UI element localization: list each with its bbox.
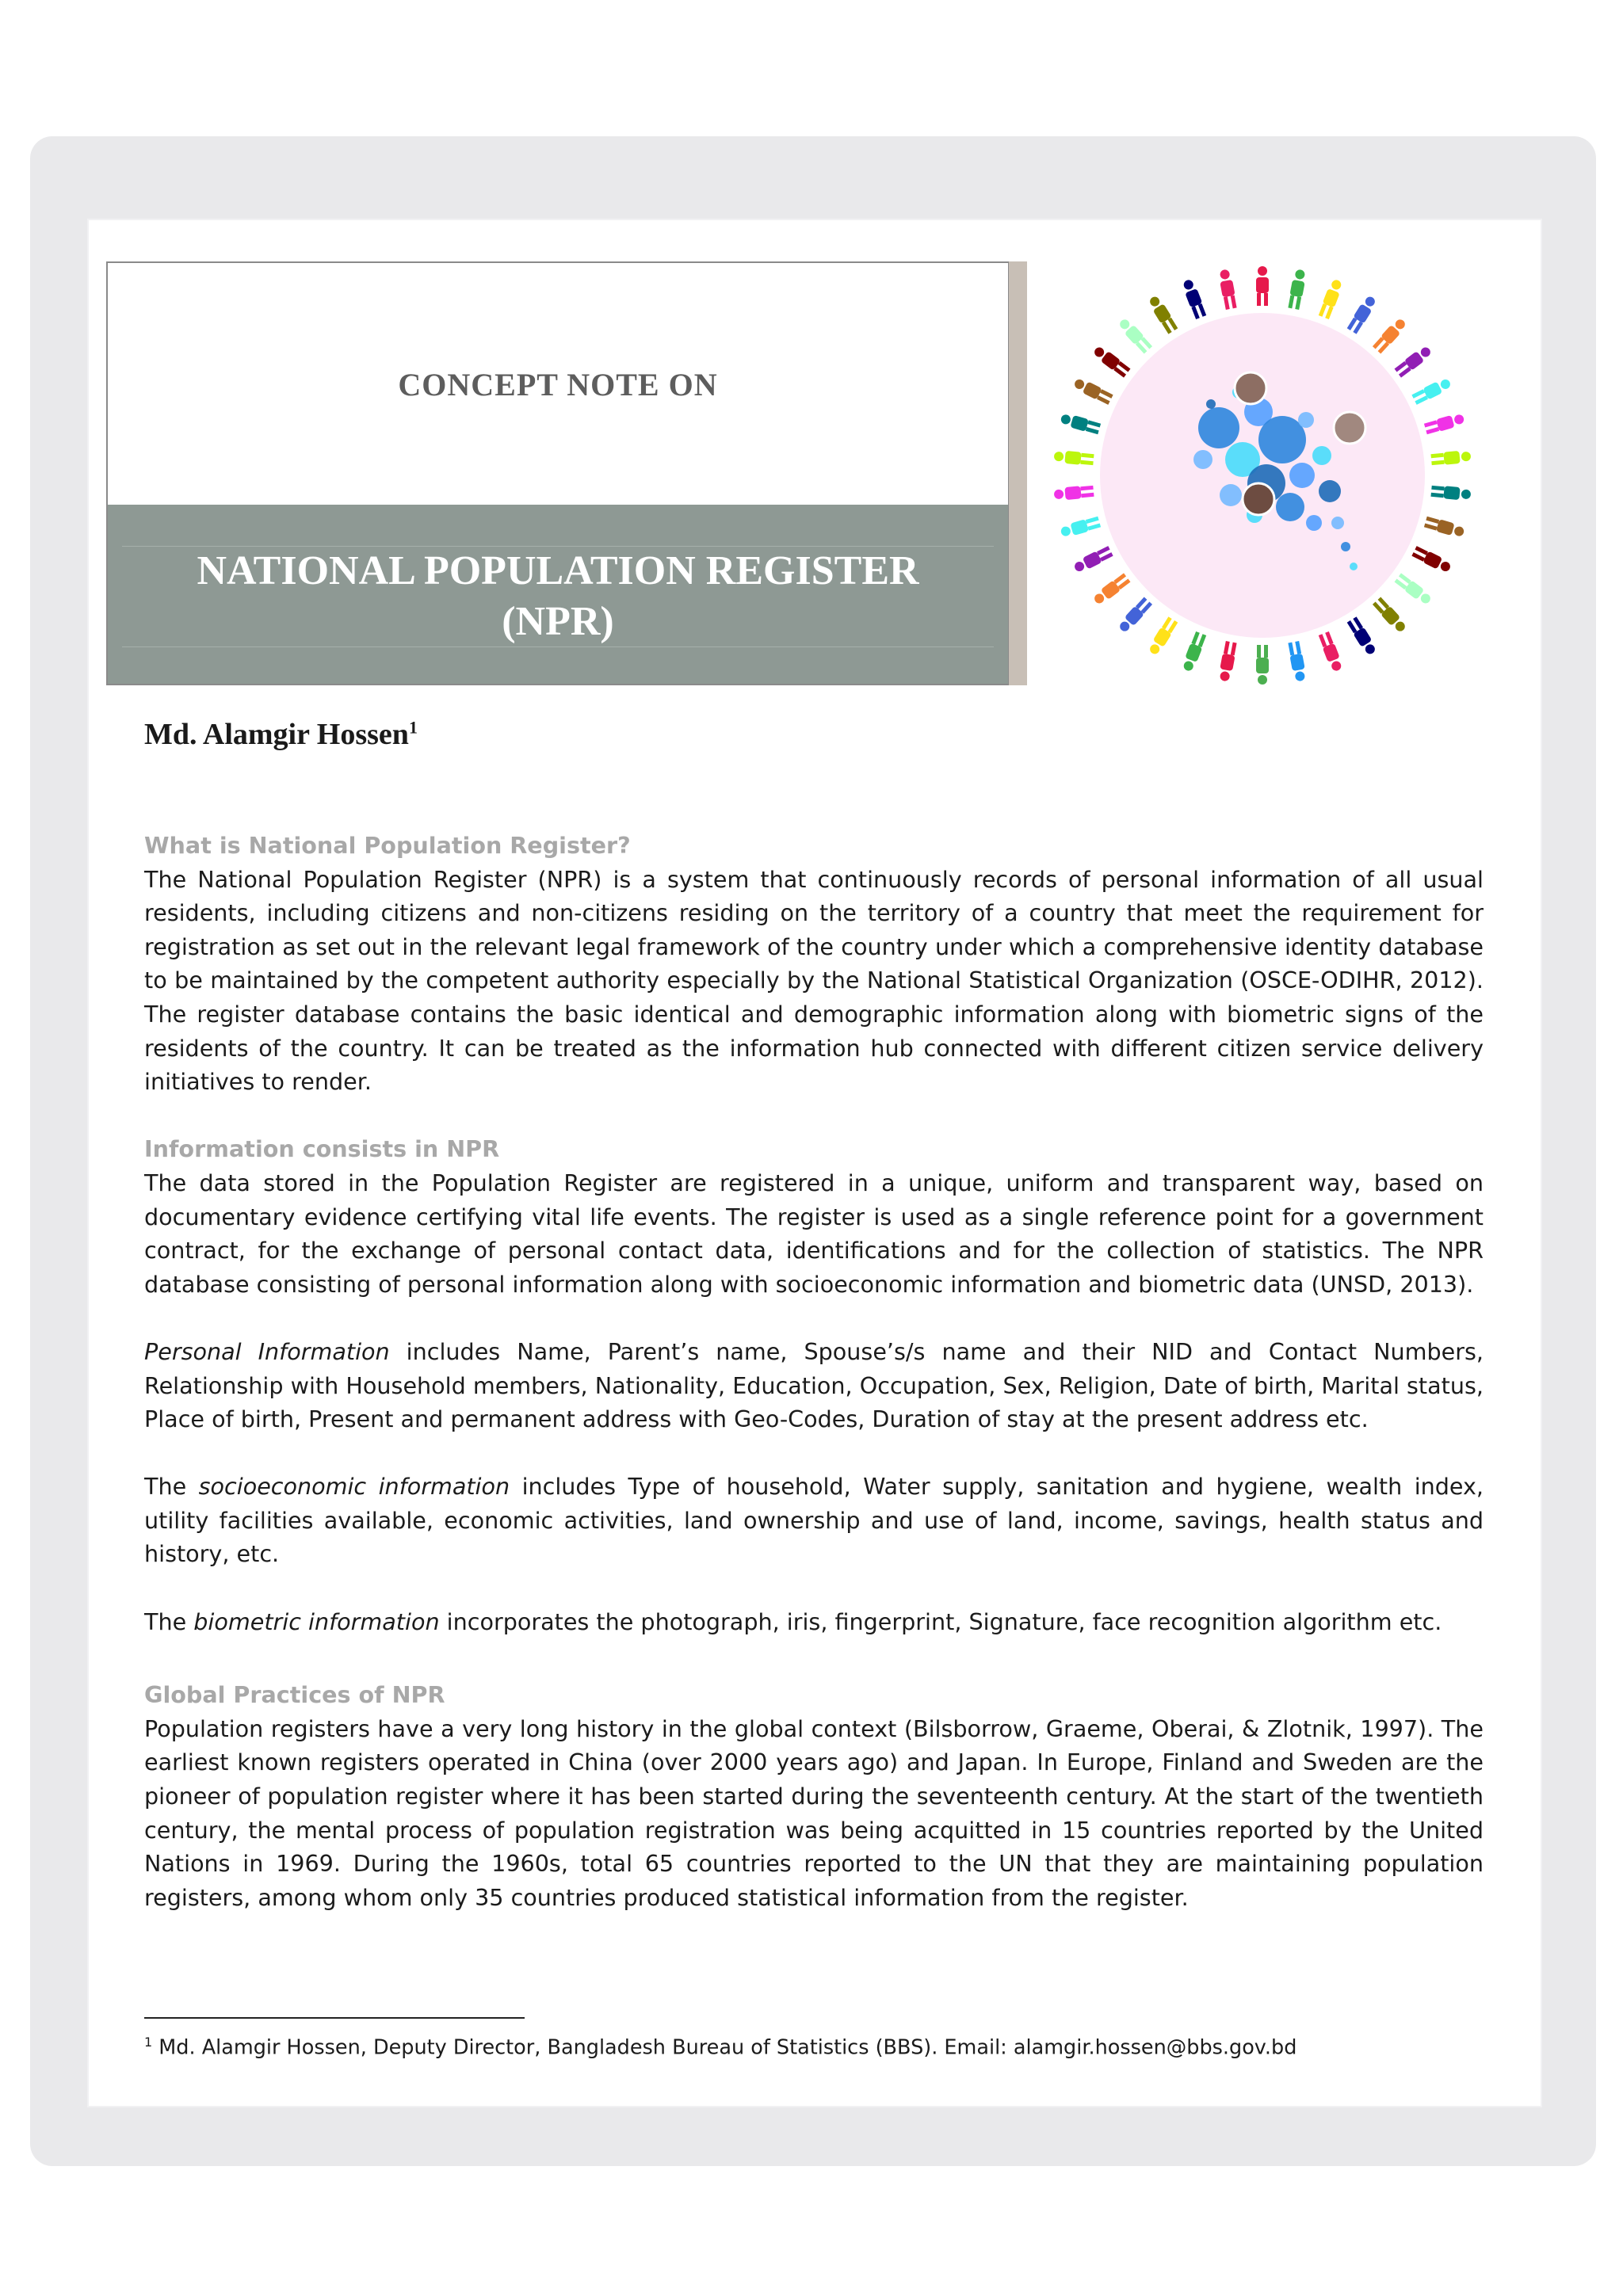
bubble [1298, 412, 1314, 428]
person-figure-icon [1372, 317, 1408, 355]
socio-prefix: The [144, 1473, 199, 1501]
person-figure-icon [1430, 450, 1471, 467]
footnote-mark: 1 [144, 2035, 153, 2050]
person-figure-icon [1218, 641, 1238, 682]
term-personal-information: Personal Information [144, 1337, 390, 1365]
main-title-line2: (NPR) [502, 599, 614, 644]
face-photo [1235, 372, 1266, 404]
person-figure-icon [1287, 641, 1307, 682]
person-figure-icon [1394, 573, 1434, 607]
person-figure-icon [1117, 597, 1153, 635]
people-circle-illustration [1029, 261, 1522, 685]
section-paragraph-what-is-npr: The National Population Register (NPR) is a system that continuously records of personal information of all usual residents, including citizens and non-citizens residing on the territory of a country that meet the requirement for registration as set out in the relevant legal framework of the country under which a comprehensive identity database to be maintained by the competent authority especially by the National Statistical Organization (OSCE-ODIHR, 2012). The register database contains the basic identical and demographic information along with biometric signs of the residents of the country. It can be treated as the information hub connected with different citizen service delivery initiatives to render. [144, 865, 1484, 1096]
person-figure-icon [1072, 376, 1113, 406]
people-circle-icon [1029, 261, 1522, 685]
person-figure-icon [1147, 616, 1178, 657]
footnote-divider [144, 2017, 525, 2019]
bubble [1198, 407, 1239, 448]
bubble [1350, 563, 1358, 570]
person-figure-icon [1346, 294, 1378, 334]
personal-information-text: includes Name, Parent’s name, Spouse’s/s name and their NID and Contact Numbers, Relationship with Household members, Nationality, Education, Occupation, Sex, Religion, Date of birth, Marital status, Place of birth, Present and permanent address with Geo-Codes, Duration of stay at the present address etc. [144, 1337, 1484, 1433]
person-figure-icon [1372, 597, 1408, 635]
person-figure-icon [1318, 278, 1344, 319]
author-name [144, 717, 418, 752]
person-figure-icon [1060, 516, 1101, 539]
person-figure-icon [1092, 345, 1132, 379]
bubble [1341, 542, 1350, 551]
bubble [1193, 450, 1212, 469]
person-figure-icon [1147, 294, 1178, 334]
bubble [1306, 515, 1322, 531]
paragraph-biometric-information [144, 1605, 1484, 1639]
person-figure-icon [1346, 616, 1378, 657]
section-heading-information: Information consists in NPR [144, 1135, 500, 1163]
face-photo [1334, 412, 1365, 444]
title-banner [106, 261, 1010, 685]
face-photo [1243, 483, 1274, 515]
person-figure-icon [1256, 645, 1269, 685]
biometric-information-text: incorporates the photograph, iris, fingerprint, Signature, face recognition algorithm etc. [439, 1608, 1442, 1635]
person-figure-icon [1256, 266, 1269, 306]
document-body [144, 829, 1484, 1948]
title-band [108, 505, 1008, 684]
person-figure-icon [1053, 485, 1094, 502]
term-biometric-information: biometric information [193, 1608, 440, 1635]
bubble [1276, 493, 1304, 521]
bio-prefix: The [144, 1608, 194, 1635]
bubble [1220, 484, 1242, 506]
person-figure-icon [1072, 545, 1113, 574]
author-name-text: Md. Alamgir Hossen [144, 718, 409, 751]
main-title [108, 546, 1008, 647]
paragraph-personal-information [144, 1335, 1484, 1436]
section-paragraph-global-practices: Population registers have a very long history in the global context (Bilsborrow, Graeme, Oberai, & Zlotnik, 1997). The earliest known registers operated in China (over 2000 years ago) and Japan. In Europe, Finland and Sweden are the pioneer of population register where it has been started during the seventeenth century. At the start of the twentieth century, the mental process of population registration was being acquitted in 15 countries reported by the United Nations in 1969. During the 1960s, total 65 countries reported to the UN that they are maintaining population registers, among whom only 35 countries produced statistical information from the register. [144, 1714, 1484, 1911]
person-figure-icon [1287, 269, 1307, 310]
paragraph-socioeconomic-information [144, 1470, 1484, 1571]
bubble [1319, 480, 1341, 502]
person-figure-icon [1411, 376, 1453, 406]
section-paragraph-information: The data stored in the Population Register are registered in a unique, uniform and transparent way, based on documentary evidence certifying vital life events. The register is used as a single reference point for a government contract, for the exchange of personal contact data, identifications and for the collection of statistics. The NPR database consisting of personal information along with socioeconomic information and biometric data (UNSD, 2013). [144, 1169, 1484, 1298]
person-figure-icon [1411, 545, 1453, 574]
person-figure-icon [1117, 317, 1153, 355]
person-figure-icon [1053, 450, 1094, 467]
bubble [1312, 446, 1331, 465]
term-socioeconomic-information: socioeconomic information [198, 1473, 510, 1501]
person-figure-icon [1424, 516, 1465, 539]
concept-label: CONCEPT NOTE ON [398, 367, 718, 402]
person-figure-icon [1318, 631, 1344, 673]
banner-shadow [1009, 261, 1027, 685]
section-heading-global-practices: Global Practices of NPR [144, 1681, 445, 1709]
person-figure-icon [1092, 573, 1132, 607]
person-figure-icon [1181, 278, 1207, 319]
socioeconomic-information-text: includes Type of household, Water supply, sanitation and hygiene, wealth index, utility facilities available, economic activities, land ownership and use of land, income, savings, health status and history, etc. [144, 1473, 1484, 1568]
person-figure-icon [1060, 412, 1101, 435]
bubble [1289, 463, 1315, 488]
section-heading-what-is-npr: What is National Population Register? [144, 832, 631, 859]
footnote-text: Md. Alamgir Hossen, Deputy Director, Bangladesh Bureau of Statistics (BBS). Email: alamgir.hossen@bbs.gov.bd [152, 2035, 1297, 2060]
main-title-line1: NATIONAL POPULATION REGISTER [197, 548, 919, 593]
bubble [1331, 517, 1344, 529]
person-figure-icon [1430, 485, 1471, 502]
person-figure-icon [1424, 412, 1465, 435]
author-footnote-mark: 1 [408, 717, 418, 738]
person-figure-icon [1181, 631, 1207, 673]
person-figure-icon [1218, 269, 1238, 310]
bubble [1206, 399, 1216, 409]
person-figure-icon [1394, 345, 1434, 379]
footnote [144, 2035, 1484, 2060]
